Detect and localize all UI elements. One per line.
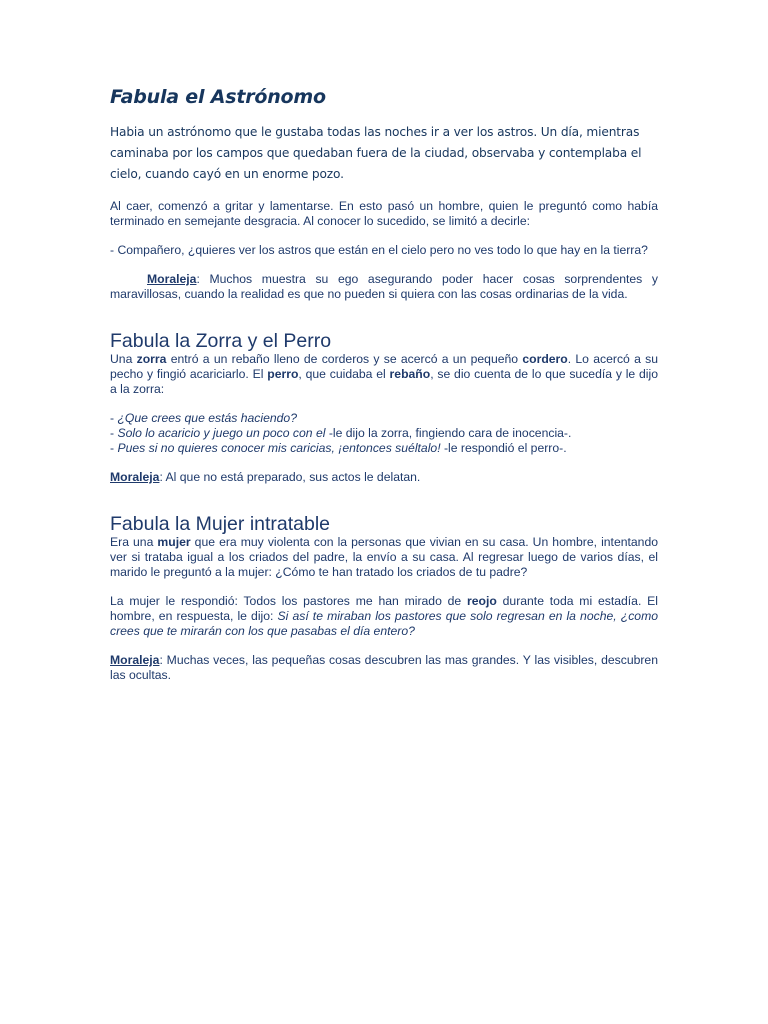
moral-label: Moraleja [147,272,197,286]
dialogue-narration: -le respondió el perro-. [440,441,567,455]
text-run: , se dio cuenta de lo que sucedía y le dijo a la zorra: [110,367,658,396]
dialogue-italic: ¿Que crees que estás haciendo? [117,411,297,425]
keyword: zorra [136,352,167,366]
keyword: mujer [157,535,191,549]
document-content [110,86,658,697]
keyword: cordero [522,352,568,366]
moral-text: : Al que no está preparado, sus actos le delatan. [159,470,421,484]
spacer [110,499,658,513]
dialogue-line [110,411,658,426]
dialogue-italic: Solo lo acaricio y juego un poco con el [117,426,326,440]
keyword: reojo [467,594,497,608]
text-run: durante toda mi estadía. El hombre, en respuesta, le dijo: [110,594,658,623]
dialogue-italic: Si así te miraban los pastores que solo regresan en la noche, ¿como crees que te mirarán con los que pasabas el día entero? [110,609,658,638]
dash: - [110,411,118,425]
moral-text: : Muchas veces, las pequeñas cosas descubren las mas grandes. Y las visibles, descubren las ocultas. [110,653,658,682]
moral-paragraph [110,272,658,302]
dialogue-italic: Pues si no quieres conocer mis caricias, ¡entonces suéltalo! [117,441,441,455]
dialogue-narration: -le dijo la zorra, fingiendo cara de inocencia-. [325,426,572,440]
moral-paragraph [110,653,658,683]
fable-intro: Habia un astrónomo que le gustaba todas las noches ir a ver los astros. Un día, mientras caminaba por los campos que quedaban fuera de la ciudad, observaba y contemplaba el cielo, cuando cayó en un enorme pozo. [110,125,642,181]
text-run: , que cuidaba el [298,367,390,381]
fable-paragraph [110,352,658,397]
dialogue-line [110,441,658,456]
moral-label: Moraleja [110,653,160,667]
moral-text: : Muchos muestra su ego asegurando poder hacer cosas sorprendentes y maravillosas, cuando la realidad es que no pueden si quiera con las cosas ordinarias de la vida. [110,272,658,301]
spacer [110,456,658,470]
text-run: . Lo acercó a su pecho y fingió acariciarlo. El [110,352,659,381]
moral-label: Moraleja [110,470,160,484]
keyword: perro [267,367,299,381]
fable-paragraph [110,594,658,639]
dash: - [110,426,118,440]
fable-title-mujer: Fabula la Mujer intratable [110,513,331,535]
dialogue-line [110,426,658,441]
text-run: Era una [110,535,158,549]
fable-paragraph: - Compañero, ¿quieres ver los astros que están en el cielo pero no ves todo lo que hay en la tierra? [110,243,648,257]
keyword: rebaño [389,367,431,381]
fable-title-zorra: Fabula la Zorra y el Perro [110,330,332,352]
fable-title-astronomo: Fabula el Astrónomo [110,86,326,108]
fable-paragraph: Al caer, comenzó a gritar y lamentarse. En esto pasó un hombre, quien le preguntó como había terminado en semejante desgracia. Al conocer lo sucedido, se limitó a decirle: [110,199,658,228]
spacer [110,316,658,330]
text-run: que era muy violenta con la personas que vivian en su casa. Un hombre, intentando ver si trataba igual a los criados del padre, la envío a su casa. Al regresar luego de varios días, el marido le preguntó a la mujer: ¿Cómo te han tratado los criados de tu padre? [110,535,659,579]
fable-paragraph [110,535,658,580]
text-run: entró a un rebaño lleno de corderos y se acercó a un pequeño [166,352,523,366]
text-run: Una [110,352,137,366]
dash: - [110,441,118,455]
text-run: La mujer le respondió: Todos los pastores me han mirado de [110,594,468,608]
moral-paragraph [110,470,658,485]
